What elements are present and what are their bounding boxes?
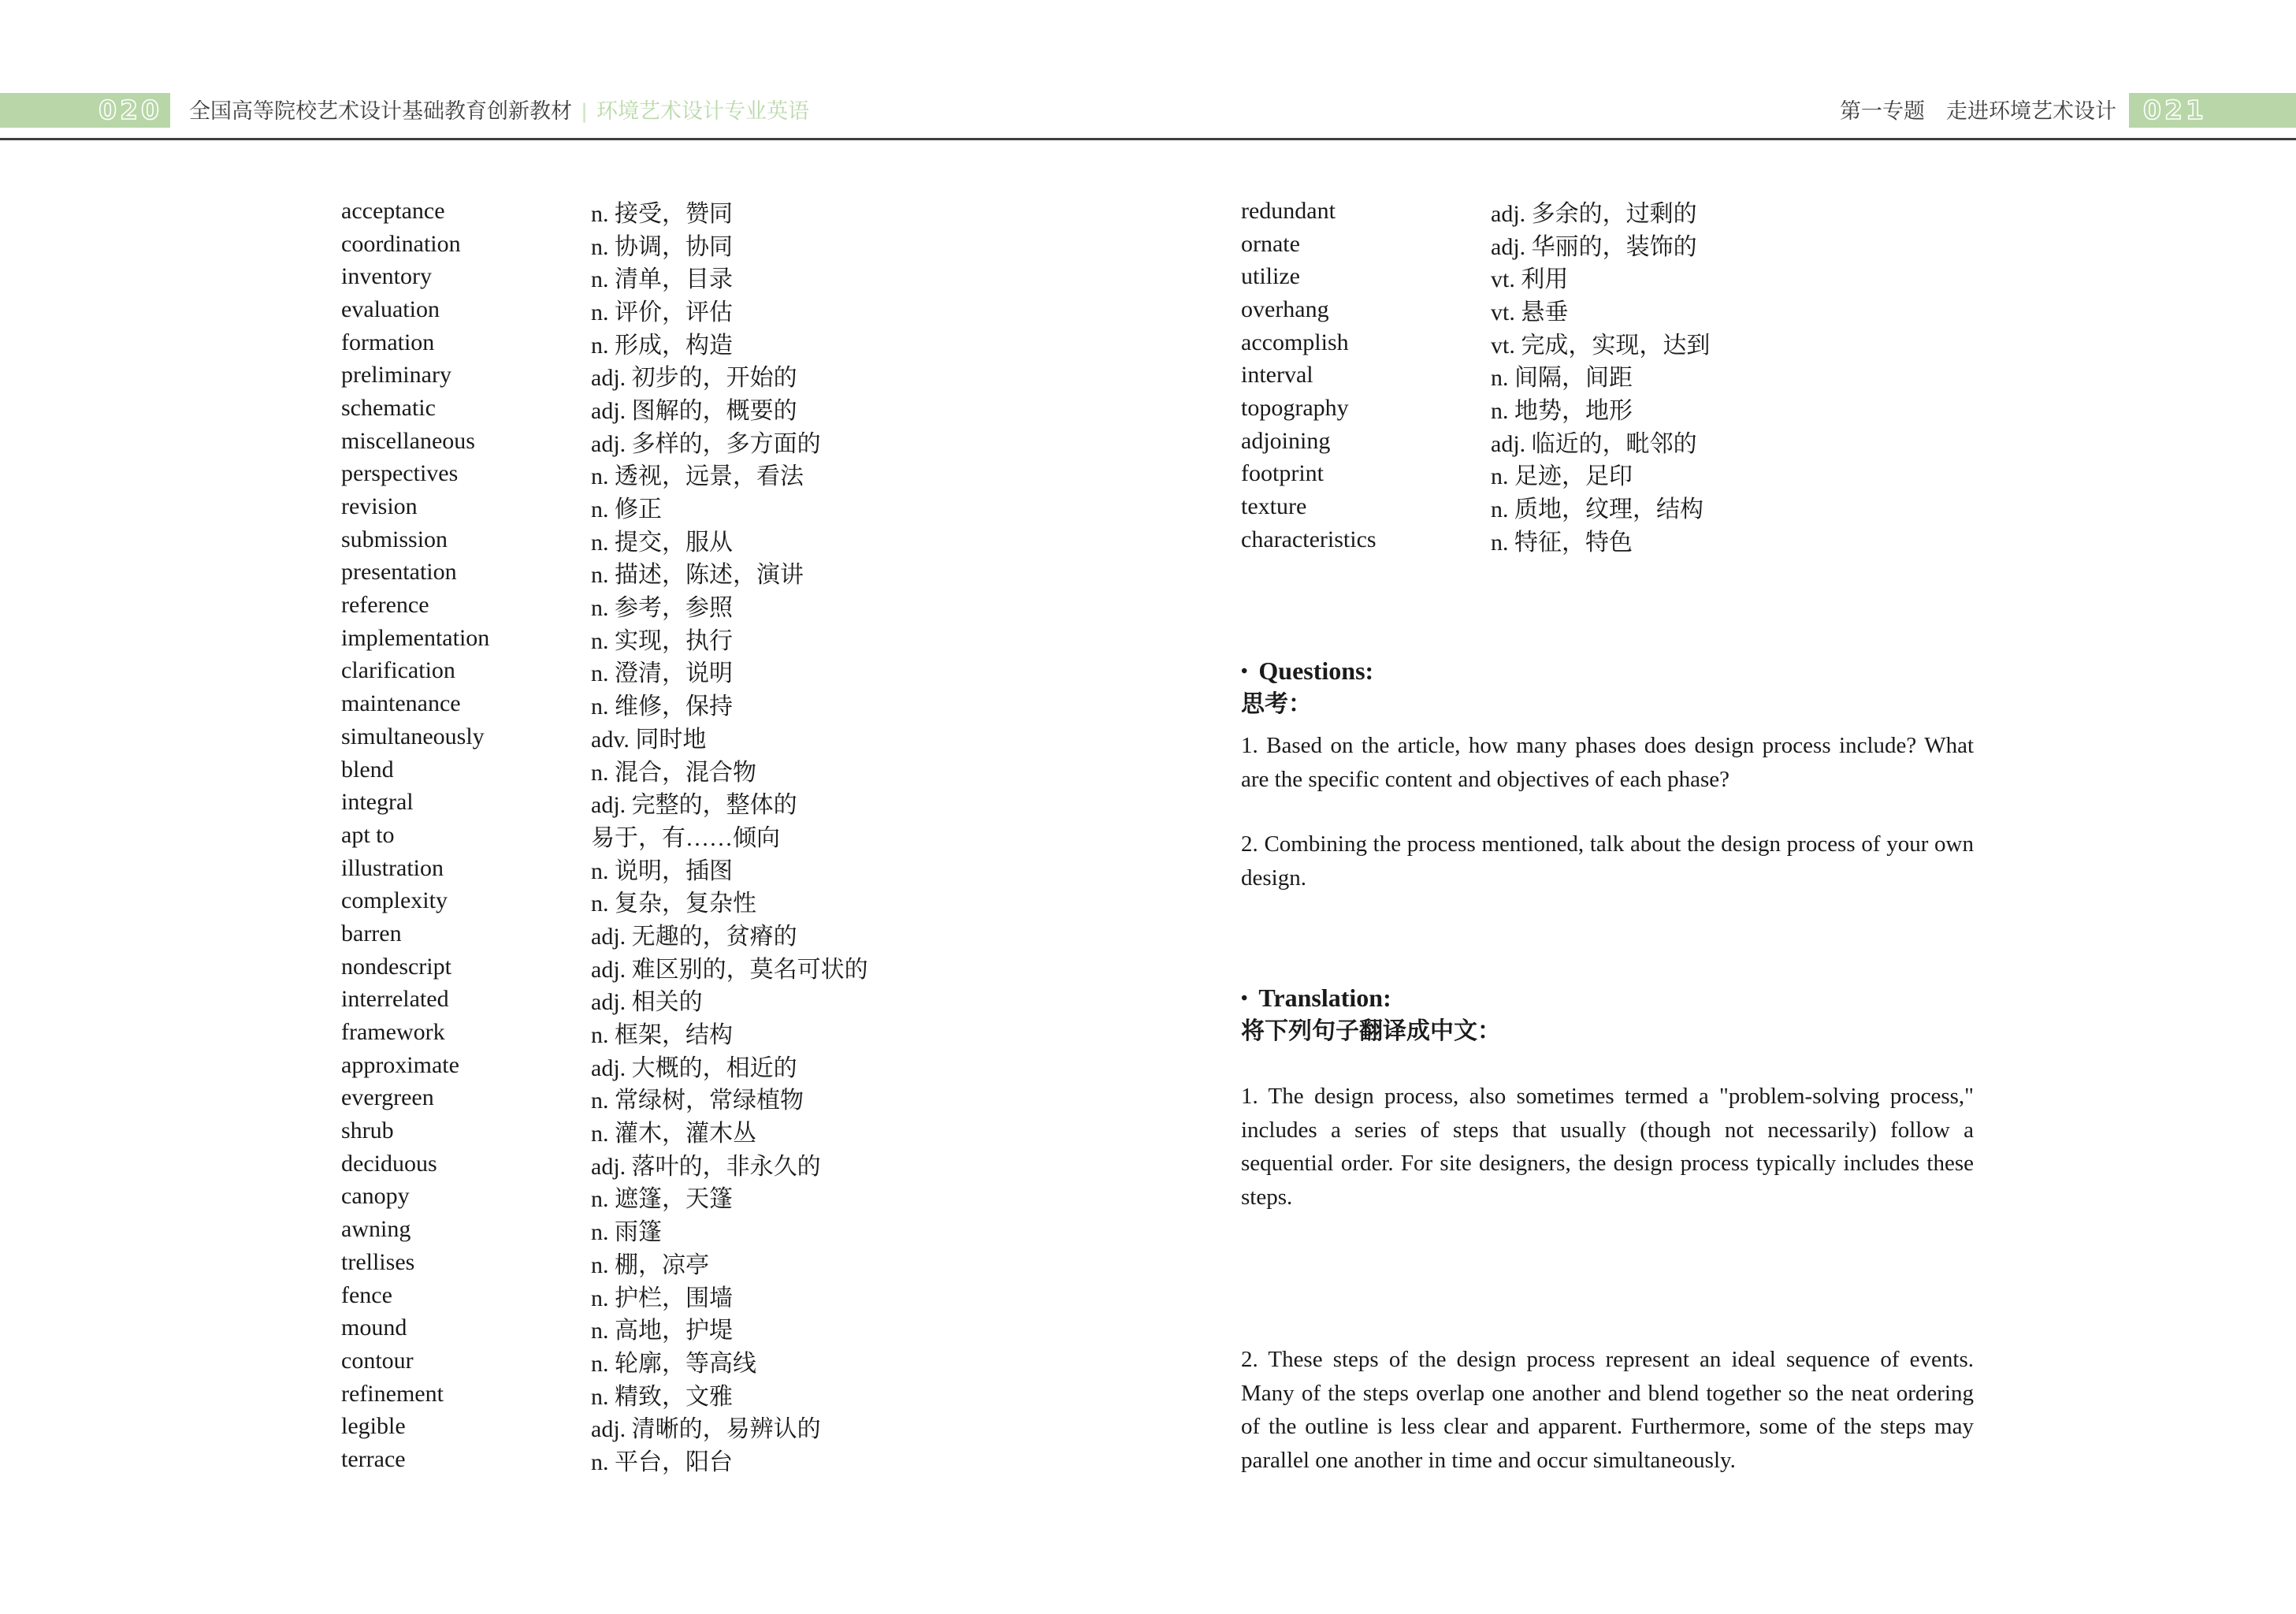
vocab-row — [341, 720, 868, 753]
vocab-word: clarification — [341, 657, 455, 684]
vocab-definition: n. 修正 — [591, 496, 662, 523]
vocab-definition: n. 足迹，足印 — [1491, 463, 1633, 490]
vocab-word: apt to — [341, 821, 395, 848]
vocab-definition: 易于，有……倾向 — [591, 824, 780, 851]
vocab-row — [1241, 425, 1710, 458]
vocab-word: refinement — [341, 1380, 444, 1407]
vocab-row — [1241, 359, 1710, 392]
vocab-row — [341, 753, 868, 787]
vocab-row — [341, 260, 868, 293]
vocab-list-left-page — [341, 195, 868, 1476]
vocab-word: blend — [341, 756, 394, 783]
vocab-list-right-page — [1241, 195, 1710, 556]
vocab-definition: adj. 相关的 — [591, 989, 703, 1016]
vocab-row — [341, 359, 868, 392]
vocab-word: shrub — [341, 1118, 394, 1144]
translation-item: 2. These steps of the design process represent an ideal sequence of events. Many of the steps overlap one another and blend together so the neat ordering of the outline is less clear and apparent. Furthermore, some of the steps may parallel one another in time and occur simultaneously. — [1241, 1347, 1974, 1473]
vocab-row — [341, 786, 868, 819]
vocab-definition: n. 特征，特色 — [1491, 529, 1633, 556]
vocab-word: simultaneously — [341, 723, 485, 749]
vocab-row — [341, 195, 868, 228]
vocab-word: preliminary — [341, 362, 451, 389]
vocab-row — [341, 852, 868, 885]
vocab-definition: n. 护栏，围墙 — [591, 1285, 733, 1311]
vocab-word: redundant — [1241, 197, 1336, 224]
vocab-row — [341, 425, 868, 458]
vocab-definition: adj. 多余的，过剩的 — [1491, 200, 1697, 227]
vocab-word: schematic — [341, 394, 436, 421]
vocab-word: approximate — [341, 1051, 459, 1078]
vocab-row — [341, 917, 868, 950]
vocab-word: deciduous — [341, 1150, 437, 1177]
vocab-word: adjoining — [1241, 427, 1331, 454]
vocab-definition: n. 评价，评估 — [591, 299, 733, 325]
vocab-row — [341, 950, 868, 984]
vocab-definition: n. 协调，协同 — [591, 233, 733, 260]
vocab-word: characteristics — [1241, 526, 1376, 552]
vocab-word: interrelated — [341, 986, 449, 1013]
vocab-row — [1241, 228, 1710, 261]
vocab-definition: n. 混合，混合物 — [591, 759, 756, 786]
vocab-definition: n. 形成，构造 — [591, 332, 733, 359]
vocab-word: topography — [1241, 394, 1349, 421]
vocab-definition: vt. 利用 — [1491, 266, 1569, 293]
vocab-word: overhang — [1241, 296, 1329, 322]
vocab-word: miscellaneous — [341, 427, 475, 454]
vocab-word: presentation — [341, 559, 457, 586]
vocab-word: trellises — [341, 1248, 415, 1275]
vocab-word: evergreen — [341, 1084, 434, 1111]
vocab-row — [341, 1246, 868, 1279]
vocab-row — [341, 1443, 868, 1476]
vocab-definition: n. 质地，纹理，结构 — [1491, 496, 1703, 523]
vocab-word: framework — [341, 1019, 445, 1046]
title-separator: | — [581, 99, 588, 123]
vocab-word: utilize — [1241, 263, 1300, 290]
vocab-word: maintenance — [341, 690, 461, 717]
vocab-word: canopy — [341, 1183, 410, 1210]
vocab-definition: n. 参考，参照 — [591, 595, 733, 622]
vocab-row — [341, 293, 868, 326]
vocab-word: inventory — [341, 263, 432, 290]
translation-section — [1241, 981, 1974, 1477]
vocab-definition: n. 实现，执行 — [591, 627, 733, 654]
vocab-definition: adv. 同时地 — [591, 726, 707, 753]
vocab-definition: n. 间隔，间距 — [1491, 365, 1633, 392]
right-page-number-bar — [2129, 93, 2296, 128]
vocab-definition: adj. 大概的，相近的 — [591, 1054, 797, 1081]
vocab-definition: vt. 悬垂 — [1491, 299, 1569, 325]
vocab-definition: adj. 难区别的，莫名可状的 — [591, 956, 868, 983]
question-item: 1. Based on the article, how many phases does design process include? What are the specific content and objectives of each phase? — [1241, 733, 1974, 792]
vocab-definition: n. 高地，护堤 — [591, 1318, 733, 1344]
vocab-definition: n. 透视，远景，看法 — [591, 463, 804, 490]
vocab-row — [341, 655, 868, 688]
questions-label-cn: 思考： — [1241, 691, 1312, 717]
vocab-word: contour — [341, 1347, 414, 1374]
vocab-word: awning — [341, 1216, 411, 1243]
vocab-word: fence — [341, 1281, 392, 1308]
left-page-number-bar — [0, 93, 170, 128]
vocab-word: evaluation — [341, 296, 440, 322]
right-page-number: 021 — [2143, 95, 2207, 125]
vocab-row — [341, 1213, 868, 1246]
vocab-word: perspectives — [341, 460, 459, 487]
vocab-row — [341, 490, 868, 523]
vocab-definition: n. 清单，目录 — [591, 266, 733, 293]
vocab-word: revision — [341, 493, 418, 520]
vocab-row — [1241, 195, 1710, 228]
vocab-word: terrace — [341, 1445, 406, 1472]
vocab-word: complexity — [341, 887, 448, 914]
vocab-definition: adj. 多样的，多方面的 — [591, 430, 821, 457]
vocab-definition: n. 维修，保持 — [591, 694, 733, 720]
vocab-definition: n. 平台，阳台 — [591, 1449, 733, 1475]
series-title: 全国高等院校艺术设计基础教育创新教材 — [189, 99, 572, 123]
vocab-row — [341, 1279, 868, 1312]
vocab-row — [1241, 293, 1710, 326]
vocab-row — [341, 1016, 868, 1049]
questions-section — [1241, 654, 1974, 894]
vocab-word: formation — [341, 329, 435, 355]
vocab-definition: n. 复杂，复杂性 — [591, 891, 756, 917]
left-running-head — [189, 93, 809, 128]
vocab-definition: adj. 无趣的，贫瘠的 — [591, 923, 797, 950]
vocab-definition: adj. 图解的，概要的 — [591, 397, 797, 424]
vocab-definition: n. 精致，文雅 — [591, 1383, 733, 1410]
vocab-definition: adj. 临近的，毗邻的 — [1491, 430, 1697, 457]
vocab-definition: n. 描述，陈述，演讲 — [591, 562, 804, 589]
translation-label-cn: 将下列句子翻译成中文： — [1241, 1018, 1501, 1044]
vocab-row — [341, 1049, 868, 1082]
vocab-word: illustration — [341, 854, 444, 881]
vocab-word: legible — [341, 1413, 406, 1440]
vocab-row — [341, 622, 868, 655]
vocab-row — [1241, 523, 1710, 556]
vocab-word: footprint — [1241, 460, 1324, 487]
vocab-row — [1241, 392, 1710, 425]
vocab-word: coordination — [341, 230, 461, 257]
vocab-definition: n. 地势，地形 — [1491, 397, 1633, 424]
vocab-row — [341, 1410, 868, 1443]
vocab-row — [341, 1082, 868, 1115]
vocab-word: integral — [341, 789, 414, 816]
vocab-word: ornate — [1241, 230, 1300, 257]
translation-heading — [1241, 981, 1974, 1015]
questions-label: Questions: — [1258, 656, 1374, 685]
vocab-row — [341, 392, 868, 425]
vocab-row — [341, 984, 868, 1017]
vocab-word: nondescript — [341, 953, 451, 980]
vocab-row — [341, 884, 868, 917]
vocab-row — [1241, 260, 1710, 293]
vocab-row — [341, 228, 868, 261]
left-page-number: 020 — [98, 95, 162, 125]
vocab-row — [341, 458, 868, 491]
vocab-row — [1241, 490, 1710, 523]
vocab-definition: n. 雨篷 — [591, 1219, 662, 1246]
translation-label: Translation: — [1258, 984, 1391, 1012]
bullet-icon: • — [1241, 661, 1248, 682]
vocab-row — [1241, 326, 1710, 359]
vocab-row — [341, 589, 868, 622]
vocab-definition: n. 接受，赞同 — [591, 200, 733, 227]
vocab-definition: n. 棚，凉亭 — [591, 1251, 709, 1278]
vocab-definition: n. 框架，结构 — [591, 1022, 733, 1049]
vocab-definition: adj. 华丽的，装饰的 — [1491, 233, 1697, 260]
vocab-definition: n. 说明，插图 — [591, 857, 733, 884]
vocab-row — [341, 1378, 868, 1411]
vocab-row — [341, 819, 868, 852]
vocab-word: texture — [1241, 493, 1307, 520]
questions-heading — [1241, 654, 1974, 688]
vocab-word: implementation — [341, 624, 490, 651]
vocab-word: reference — [341, 592, 429, 619]
vocab-definition: n. 常绿树，常绿植物 — [591, 1088, 804, 1114]
vocab-definition: adj. 初步的，开始的 — [591, 365, 797, 392]
question-item: 2. Combining the process mentioned, talk about the design process of your own design. — [1241, 831, 1974, 891]
vocab-definition: adj. 完整的，整体的 — [591, 792, 797, 819]
right-running-head: 第一专题 走进环境艺术设计 — [1840, 99, 2116, 123]
vocab-row — [341, 556, 868, 589]
vocab-row — [341, 687, 868, 720]
vocab-row — [341, 1147, 868, 1181]
course-title: 环境艺术设计专业英语 — [596, 99, 810, 123]
vocab-definition: n. 遮篷，天篷 — [591, 1186, 733, 1213]
vocab-row — [341, 326, 868, 359]
vocab-word: barren — [341, 920, 402, 946]
vocab-definition: n. 轮廓，等高线 — [591, 1350, 756, 1377]
vocab-word: accomplish — [1241, 329, 1349, 355]
vocab-definition: vt. 完成，实现，达到 — [1491, 332, 1711, 359]
vocab-row — [341, 523, 868, 556]
vocab-row — [341, 1311, 868, 1344]
vocab-definition: adj. 落叶的，非永久的 — [591, 1153, 821, 1180]
vocab-definition: n. 提交，服从 — [591, 529, 733, 556]
translation-item: 1. The design process, also sometimes termed a "problem-solving process," includes a series of steps that usually (though not necessarily) follow a sequential order. For site designers, the design process typically includes these steps. — [1241, 1084, 1974, 1210]
vocab-row — [341, 1181, 868, 1214]
vocab-word: mound — [341, 1315, 407, 1341]
vocab-word: acceptance — [341, 197, 445, 224]
vocab-definition: n. 灌木，灌木丛 — [591, 1121, 756, 1147]
vocab-word: submission — [341, 526, 448, 552]
vocab-definition: n. 澄清，说明 — [591, 660, 733, 687]
vocab-word: interval — [1241, 362, 1313, 389]
vocab-definition: adj. 清晰的，易辨认的 — [591, 1416, 821, 1443]
vocab-row — [1241, 458, 1710, 491]
vocab-row — [341, 1344, 868, 1378]
vocab-row — [341, 1114, 868, 1147]
bullet-icon: • — [1241, 988, 1248, 1009]
header-rule — [0, 138, 2296, 140]
